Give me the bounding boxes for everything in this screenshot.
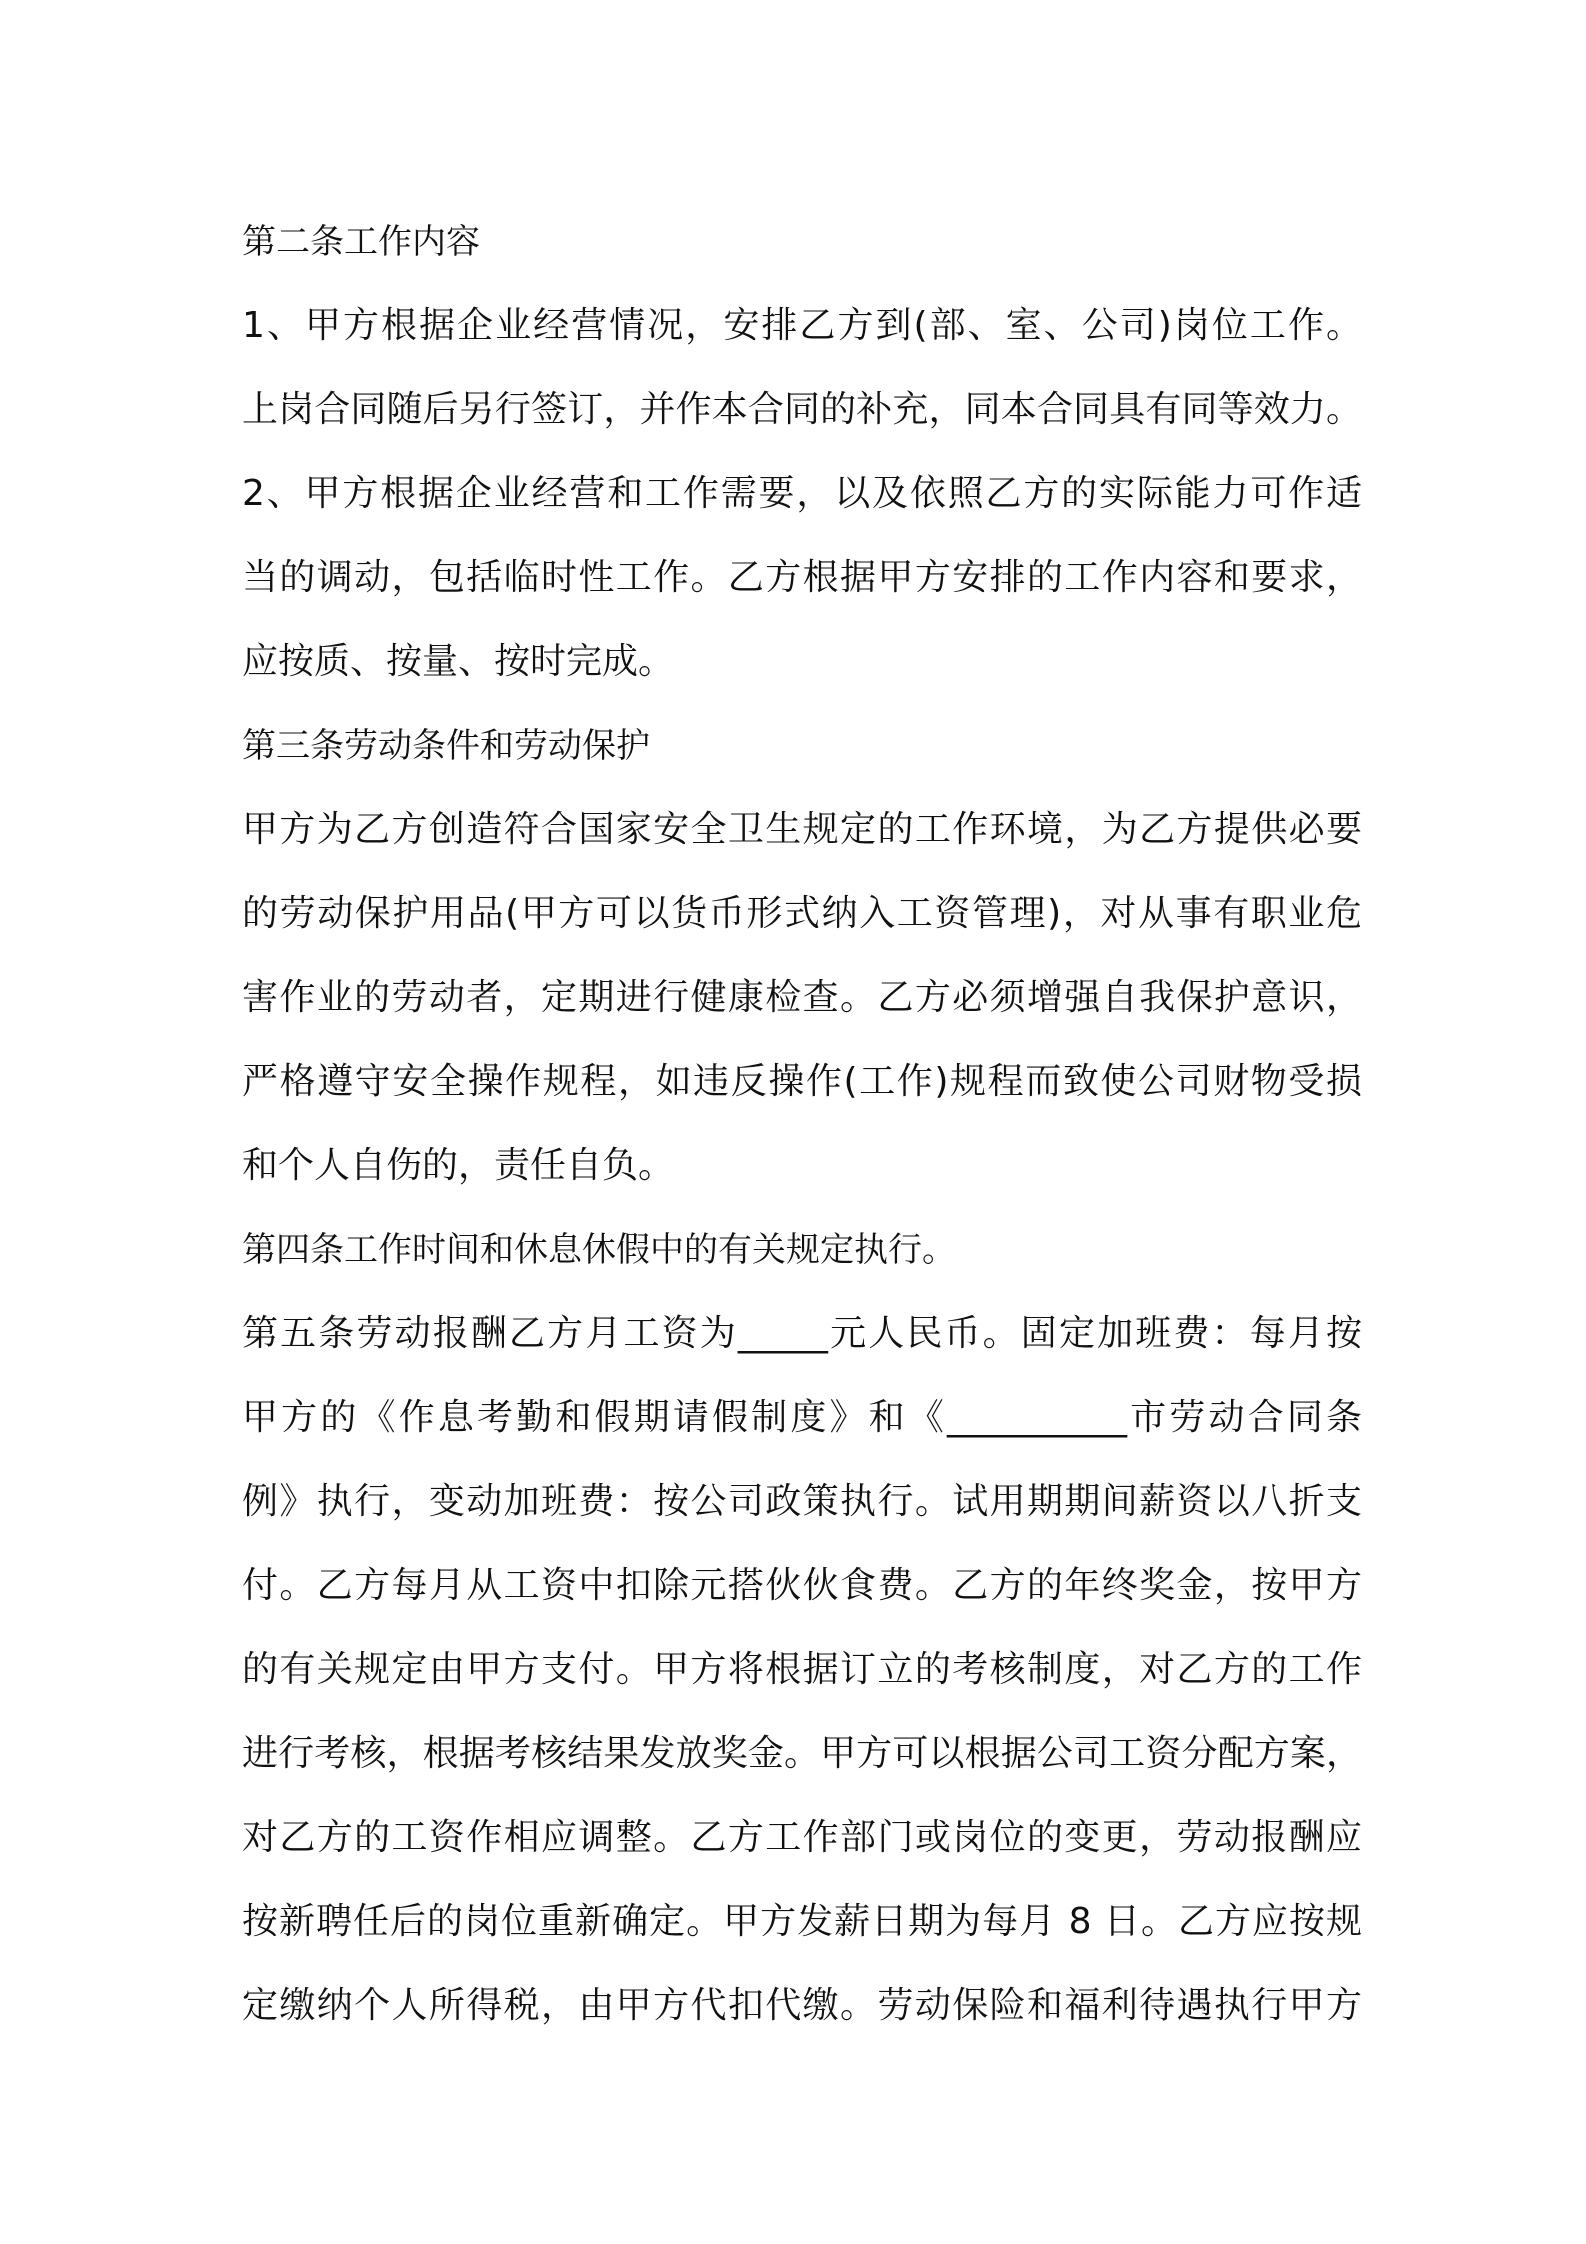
article-2-heading: 第二条工作内容 — [242, 222, 480, 262]
article-2-clause-2-line-1: 2、甲方根据企业经营和工作需要，以及依照乙方的实际能力可作适 — [242, 473, 1362, 514]
article-3-heading: 第三条劳动条件和劳动保护 — [242, 726, 650, 766]
article-2-clause-2-line-2: 当的调动，包括临时性工作。乙方根据甲方安排的工作内容和要求， — [242, 557, 1362, 598]
article-2-clause-1-line-1: 1、甲方根据企业经营情况，安排乙方到(部、室、公司)岗位工作。 — [242, 305, 1362, 346]
document-body — [242, 200, 1362, 2048]
article-5-line-8: 按新聘任后的岗位重新确定。甲方发薪日期为每月 8 日。乙方应按规 — [242, 1901, 1362, 1942]
article-5-line-5: 的有关规定由甲方支付。甲方将根据订立的考核制度，对乙方的工作 — [242, 1649, 1362, 1690]
article-3-line-1: 甲方为乙方创造符合国家安全卫生规定的工作环境，为乙方提供必要 — [242, 809, 1362, 850]
article-4-heading: 第四条工作时间和休息休假中的有关规定执行。 — [242, 1230, 956, 1270]
article-5-line-4: 付。乙方每月从工资中扣除元搭伙伙食费。乙方的年终奖金，按甲方 — [242, 1565, 1362, 1606]
article-2-clause-2-line-3: 应按质、按量、按时完成。 — [242, 641, 675, 682]
article-5-line-9: 定缴纳个人所得税，由甲方代扣代缴。劳动保险和福利待遇执行甲方 — [242, 1985, 1362, 2026]
article-5-line-1: 第五条劳动报酬乙方月工资为_____元人民币。固定加班费：每月按 — [242, 1313, 1362, 1354]
article-5-line-7: 对乙方的工资作相应调整。乙方工作部门或岗位的变更，劳动报酬应 — [242, 1817, 1362, 1858]
article-3-line-5: 和个人自伤的，责任自负。 — [242, 1145, 675, 1186]
article-5-line-6: 进行考核，根据考核结果发放奖金。甲方可以根据公司工资分配方案， — [242, 1733, 1362, 1774]
article-2-clause-1-line-2: 上岗合同随后另行签订，并作本合同的补充，同本合同具有同等效力。 — [242, 389, 1362, 430]
article-3-line-4: 严格遵守安全操作规程，如违反操作(工作)规程而致使公司财物受损 — [242, 1061, 1362, 1102]
article-5-line-2: 甲方的《作息考勤和假期请假制度》和《__________市劳动合同条 — [242, 1397, 1362, 1438]
article-3-line-3: 害作业的劳动者，定期进行健康检查。乙方必须增强自我保护意识， — [242, 977, 1362, 1018]
article-3-line-2: 的劳动保护用品(甲方可以货币形式纳入工资管理)，对从事有职业危 — [242, 893, 1362, 934]
article-5-line-3: 例》执行，变动加班费：按公司政策执行。试用期期间薪资以八折支 — [242, 1481, 1362, 1522]
